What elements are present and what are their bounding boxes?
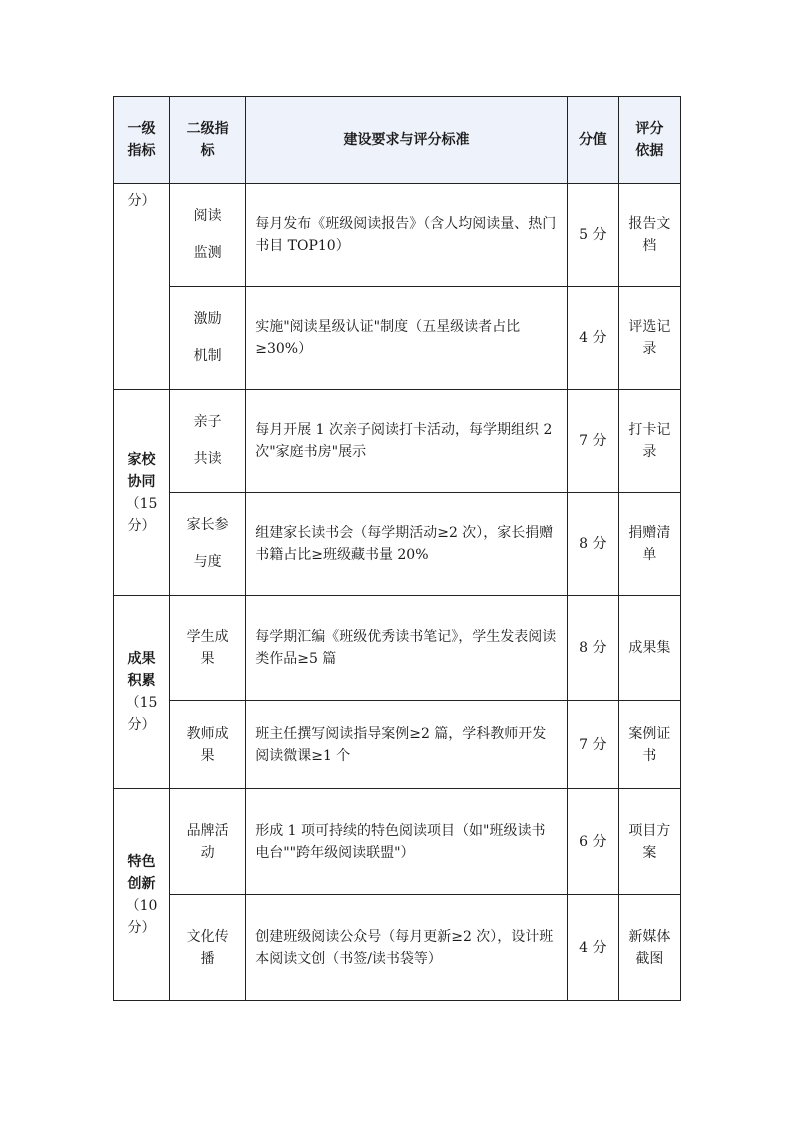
level2-label: 学生成果 xyxy=(186,629,229,667)
level1-points: （10分） xyxy=(125,897,158,936)
evaluation-table xyxy=(113,96,681,1001)
level1-points: （15分） xyxy=(125,695,158,733)
level2-cell xyxy=(170,701,246,789)
header-level1: 一级指标 xyxy=(114,97,170,184)
basis-cell: 捐赠清单 xyxy=(618,493,680,596)
header-score: 分值 xyxy=(567,97,618,184)
level2-label: 激励机制 xyxy=(193,311,222,364)
score-cell: 8 分 xyxy=(567,493,618,596)
requirement-cell: 每月开展 1 次亲子阅读打卡活动，每学期组织 2 次"家庭书房"展示 xyxy=(246,390,568,493)
level2-label: 教师成果 xyxy=(186,725,229,764)
score-cell: 6 分 xyxy=(567,789,618,895)
basis-cell: 新媒体截图 xyxy=(618,895,680,1001)
table-row xyxy=(114,789,681,895)
level1-cell xyxy=(114,596,170,789)
level1-name: 成果积累 xyxy=(127,651,156,689)
requirement-cell: 班主任撰写阅读指导案例≥2 篇，学科教师开发阅读微课≥1 个 xyxy=(246,701,568,789)
requirement-cell: 实施"阅读星级认证"制度（五星级读者占比≥30%） xyxy=(246,287,568,390)
level2-label: 家长参与度 xyxy=(186,517,229,570)
score-cell: 8 分 xyxy=(567,596,618,701)
table-row xyxy=(114,390,681,493)
header-basis: 评分依据 xyxy=(618,97,680,184)
table-row xyxy=(114,701,681,789)
basis-cell: 案例证书 xyxy=(618,701,680,789)
score-cell: 5 分 xyxy=(567,184,618,287)
basis-cell: 项目方案 xyxy=(618,789,680,895)
level2-label: 文化传播 xyxy=(186,928,229,967)
header-requirements: 建设要求与评分标准 xyxy=(246,97,568,184)
level2-cell xyxy=(170,895,246,1001)
table-row xyxy=(114,287,681,390)
score-cell: 4 分 xyxy=(567,895,618,1001)
requirement-cell: 每学期汇编《班级优秀读书笔记》，学生发表阅读类作品≥5 篇 xyxy=(246,596,568,701)
level1-name: 特色创新 xyxy=(127,853,156,892)
level2-cell xyxy=(170,596,246,701)
basis-cell: 报告文档 xyxy=(618,184,680,287)
level2-cell xyxy=(170,184,246,287)
header-level2: 二级指标 xyxy=(170,97,246,184)
level2-cell xyxy=(170,287,246,390)
level1-cell xyxy=(114,789,170,1001)
table-row xyxy=(114,895,681,1001)
table-row xyxy=(114,184,681,287)
table-row xyxy=(114,596,681,701)
basis-cell: 成果集 xyxy=(618,596,680,701)
score-cell: 4 分 xyxy=(567,287,618,390)
level1-name: 家校协同 xyxy=(127,451,156,490)
requirement-cell: 组建家长读书会（每学期活动≥2 次），家长捐赠书籍占比≥班级藏书量 20% xyxy=(246,493,568,596)
requirement-cell: 创建班级阅读公众号（每月更新≥2 次），设计班本阅读文创（书签/读书袋等） xyxy=(246,895,568,1001)
level2-cell xyxy=(170,390,246,493)
level2-label: 亲子共读 xyxy=(193,414,222,467)
level1-cell xyxy=(114,184,170,390)
basis-cell: 打卡记录 xyxy=(618,390,680,493)
level1-points: （15分） xyxy=(125,495,158,534)
requirement-cell: 形成 1 项可持续的特色阅读项目（如"班级读书电台""跨年级阅读联盟"） xyxy=(246,789,568,895)
level2-cell xyxy=(170,789,246,895)
level1-cell xyxy=(114,390,170,596)
level2-label: 阅读监测 xyxy=(193,208,222,261)
score-cell: 7 分 xyxy=(567,701,618,789)
requirement-cell: 每月发布《班级阅读报告》（含人均阅读量、热门书目 TOP10） xyxy=(246,184,568,287)
score-cell: 7 分 xyxy=(567,390,618,493)
level2-label: 品牌活动 xyxy=(186,822,229,861)
table-header-row xyxy=(114,97,681,184)
table-row xyxy=(114,493,681,596)
level1-points: 分） xyxy=(127,193,156,209)
level2-cell xyxy=(170,493,246,596)
basis-cell: 评选记录 xyxy=(618,287,680,390)
